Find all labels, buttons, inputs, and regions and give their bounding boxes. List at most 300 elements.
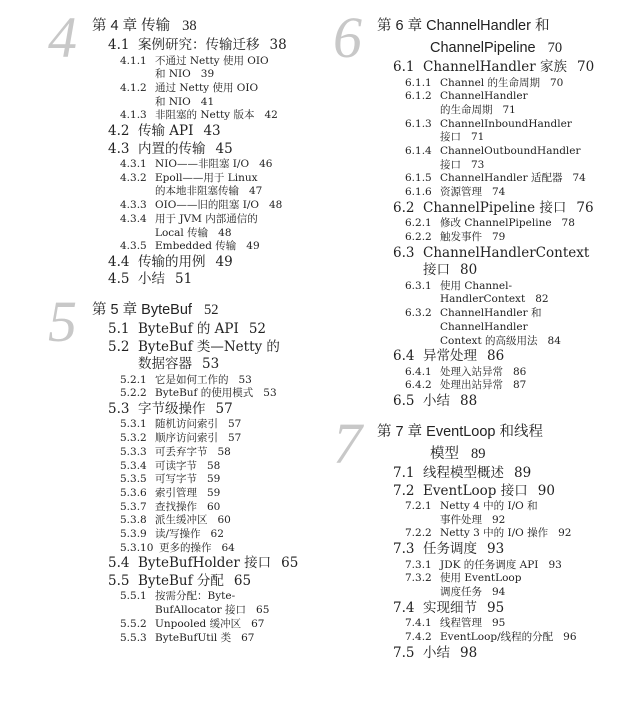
entry-title: EventLoop/线程的分配: [440, 630, 554, 643]
entry-title: JDK 的任务调度 API: [440, 558, 539, 571]
entry-page-number: 92: [558, 527, 572, 540]
toc-subsection-entry[interactable]: [120, 82, 287, 109]
entry-page-number: 67: [241, 631, 255, 644]
toc-section-entry[interactable]: [108, 123, 287, 141]
entry-number: 5.3: [108, 400, 130, 417]
toc-section-entry[interactable]: [393, 200, 594, 218]
toc-subsection-entry[interactable]: [120, 446, 298, 460]
entry-page-number: 67: [251, 617, 265, 630]
entry-title: 的生命周期: [440, 103, 493, 116]
entry-line: [405, 559, 577, 573]
toc-section-entry[interactable]: [108, 555, 298, 573]
entry-page-number: 58: [207, 459, 221, 472]
entry-page-number: 93: [487, 541, 505, 558]
toc-subsection-entry[interactable]: [120, 418, 298, 432]
entry-line: [405, 131, 594, 145]
entry-line: [108, 254, 287, 272]
entry-title: 索引管理: [155, 486, 197, 499]
entry-line: [108, 339, 298, 357]
entry-title: 它是如何工作的: [155, 373, 229, 386]
entry-title: 处理出站异常: [440, 379, 503, 392]
toc-subsection-entry[interactable]: [120, 473, 298, 487]
chapter-heading-text: ChannelPipeline: [430, 40, 536, 56]
entry-title: ByteBufHolder 接口: [138, 555, 272, 572]
entry-number: 6.4: [393, 348, 415, 365]
entry-title: Netty 4 中的 I/O 和: [440, 500, 538, 512]
entry-page-number: 42: [264, 109, 278, 122]
toc-section-entry[interactable]: [108, 573, 298, 591]
entry-number: 5.3.6: [120, 486, 147, 499]
entry-line: [405, 527, 577, 541]
chapter-heading[interactable]: [377, 421, 577, 465]
entry-page-number: 48: [269, 199, 283, 212]
entry-title: 调度任务: [440, 586, 482, 599]
entry-page-number: 57: [228, 432, 242, 445]
toc-subsection-entry[interactable]: [405, 572, 577, 599]
entry-page-number: 90: [537, 482, 555, 499]
entry-page-number: 65: [233, 572, 252, 589]
entry-number: 6.2: [393, 199, 415, 216]
entry-page-number: 60: [217, 514, 231, 527]
entry-title: 随机访问索引: [155, 418, 218, 431]
entry-number: 7.4: [393, 599, 415, 616]
entry-line: [405, 90, 594, 104]
entry-number: 4.3.5: [120, 240, 147, 253]
entry-number: 4.3.3: [120, 199, 147, 212]
toc-section-entry[interactable]: [393, 393, 594, 411]
entry-page-number: 57: [215, 400, 233, 417]
toc-section-entry[interactable]: [108, 321, 298, 339]
entry-page-number: 53: [263, 387, 277, 400]
entry-title: 可读字节: [155, 459, 197, 472]
chapter-block: [333, 5, 595, 411]
entry-line: [120, 473, 298, 487]
entry-line: [393, 645, 577, 663]
toc-subsection-entry[interactable]: [405, 527, 577, 541]
entry-line: [120, 374, 298, 388]
entry-line: [120, 542, 298, 556]
entry-line: [393, 393, 594, 411]
entry-title: 触发事件: [440, 231, 482, 244]
entry-title: 字节级操作: [138, 400, 206, 417]
entry-number: 5.3.8: [120, 514, 147, 527]
entry-line: [405, 217, 594, 231]
entry-line: [405, 231, 594, 245]
toc-subsection-entry[interactable]: [120, 514, 298, 528]
entry-title: 传输的用例: [138, 253, 206, 270]
toc-section-entry[interactable]: [393, 245, 594, 280]
entry-line: [120, 632, 298, 646]
entry-line: [405, 172, 594, 186]
entry-page-number: 53: [202, 356, 220, 372]
entry-number: 7.3.1: [405, 558, 432, 571]
entry-number: 5.3.1: [120, 418, 147, 431]
entry-line: [120, 487, 298, 501]
entry-title: Epoll——用于 Linux: [155, 171, 258, 184]
chapter-heading-text: 第 7 章 EventLoop 和线程: [377, 424, 544, 440]
entry-line: [393, 465, 577, 483]
entry-line: [393, 541, 577, 559]
chapter-page-number: 38: [182, 18, 197, 34]
entry-title: 和 NIO: [155, 68, 191, 81]
entry-line: [120, 172, 287, 186]
entry-line: [405, 514, 577, 528]
entry-title: Channel 的生命周期: [440, 76, 540, 89]
entry-page-number: 78: [561, 217, 575, 230]
toc-subsection-entry[interactable]: [120, 55, 287, 82]
toc-subsection-entry[interactable]: [405, 186, 594, 200]
entry-line: [393, 59, 594, 77]
entry-line: [120, 590, 298, 604]
entry-title: ByteBuf 的使用模式: [155, 387, 254, 400]
entry-number: 4.2: [108, 123, 130, 140]
chapter-page-number: 52: [203, 302, 219, 318]
entry-number: 4.1.2: [120, 81, 147, 94]
chapter-heading-line: [92, 302, 218, 318]
entry-line: [108, 271, 287, 289]
entry-title: 用于 JVM 内部通信的: [155, 212, 258, 225]
entry-title: 小结: [138, 271, 165, 288]
entry-title: ChannelHandler 适配器: [440, 172, 563, 185]
toc-subsection-entry[interactable]: [120, 487, 298, 501]
chapter-heading-text: 第 6 章 ChannelHandler 和: [377, 18, 550, 34]
entry-line: [120, 68, 287, 82]
entry-page-number: 45: [215, 140, 233, 157]
entry-number: 5.5: [108, 572, 130, 589]
chapter-heading-text: 第 4 章 传输: [92, 18, 171, 34]
entry-title: Local 传输: [155, 226, 209, 239]
toc-section-entry[interactable]: [393, 483, 577, 501]
toc-subsection-entry[interactable]: [120, 542, 298, 556]
toc-subsection-entry[interactable]: [405, 118, 594, 145]
entry-page-number: 80: [460, 262, 478, 279]
entry-number: 4.5: [108, 271, 130, 288]
toc-subsection-entry[interactable]: [405, 90, 594, 117]
entry-title: ChannelOutboundHandler: [440, 145, 581, 158]
toc-subsection-entry[interactable]: [405, 617, 577, 631]
entry-page-number: 95: [492, 617, 506, 630]
entry-title: OIO——旧的阻塞 I/O: [155, 199, 259, 212]
entry-line: [108, 555, 298, 573]
entry-line: [120, 227, 287, 241]
entry-number: 5.2.1: [120, 373, 147, 386]
chapter-heading[interactable]: [92, 15, 287, 37]
entry-page-number: 51: [175, 271, 193, 288]
toc-subsection-entry[interactable]: [120, 172, 287, 199]
entry-line: [405, 186, 594, 200]
entry-page-number: 39: [200, 68, 215, 81]
entry-number: 6.1.2: [405, 90, 432, 103]
entry-number: 5.1: [108, 321, 130, 337]
chapter-heading[interactable]: [377, 15, 594, 59]
entry-page-number: 47: [249, 185, 263, 198]
entry-number: 6.1.3: [405, 117, 432, 130]
entry-number: 7.5: [393, 644, 415, 661]
entry-number: 6.4.2: [405, 379, 432, 392]
chapter-numeral: 4: [48, 5, 77, 70]
toc-subsection-entry[interactable]: [405, 172, 594, 186]
toc-section-entry[interactable]: [393, 600, 577, 618]
entry-number: 7.3.2: [405, 572, 432, 585]
entry-title: 通过 Netty 使用 OIO: [155, 81, 259, 94]
toc-section-entry[interactable]: [108, 339, 298, 374]
entry-line: [108, 37, 287, 55]
entry-title: 案例研究：传输迁移: [138, 37, 260, 53]
entry-page-number: 38: [269, 37, 287, 53]
entry-line: [120, 199, 287, 213]
toc-subsection-entry[interactable]: [120, 632, 298, 646]
entry-page-number: 59: [207, 486, 221, 499]
chapter-block: [333, 411, 577, 662]
entry-number: 5.3.4: [120, 459, 147, 472]
entry-number: 7.1: [393, 465, 415, 481]
entry-page-number: 41: [200, 95, 215, 108]
entry-title: 数据容器: [138, 356, 192, 372]
toc-subsection-entry[interactable]: [405, 77, 594, 91]
toc-subsection-entry[interactable]: [120, 109, 287, 123]
entry-line: [120, 514, 298, 528]
entry-number: 5.3.2: [120, 432, 147, 445]
entry-page-number: 94: [492, 586, 506, 599]
toc-subsection-entry[interactable]: [120, 460, 298, 474]
entry-line: [405, 77, 594, 91]
entry-line: [393, 200, 594, 218]
entry-page-number: 49: [215, 253, 233, 270]
toc-subsection-entry[interactable]: [120, 432, 298, 446]
entry-line: [120, 501, 298, 515]
entry-title: ChannelHandler 和: [440, 307, 542, 320]
toc-subsection-entry[interactable]: [120, 590, 298, 617]
entry-title: ByteBuf 的 API: [138, 321, 239, 337]
entry-page-number: 86: [487, 348, 505, 365]
entry-title: EventLoop 接口: [423, 482, 528, 499]
entry-page-number: 76: [576, 199, 594, 216]
toc-subsection-entry[interactable]: [405, 280, 594, 307]
entry-number: 4.1.1: [120, 54, 147, 67]
entry-number: 7.2.2: [405, 527, 432, 540]
entry-title: NIO——非阻塞 I/O: [155, 158, 250, 171]
entry-page-number: 92: [492, 513, 506, 526]
toc-subsection-entry[interactable]: [120, 387, 298, 401]
entry-page-number: 65: [256, 604, 270, 617]
chapter-heading[interactable]: [92, 299, 298, 321]
entry-line: [120, 158, 287, 172]
entry-title: 使用 EventLoop: [440, 572, 522, 585]
entry-title: ChannelHandlerContext: [423, 244, 590, 261]
entry-title: BufAllocator 接口: [155, 604, 247, 617]
entry-page-number: 70: [576, 59, 595, 75]
entry-title: 可丢弃字节: [155, 445, 208, 458]
entry-line: [405, 631, 577, 645]
toc-section-entry[interactable]: [108, 271, 287, 289]
entry-page-number: 71: [502, 103, 516, 116]
entry-number: 6.3.1: [405, 279, 432, 292]
toc-subsection-entry[interactable]: [405, 500, 577, 527]
entry-page-number: 87: [513, 379, 527, 392]
entry-title: 读/写操作: [155, 528, 201, 541]
entry-page-number: 96: [563, 630, 577, 643]
toc-subsection-entry[interactable]: [120, 240, 287, 254]
entry-title: 使用 Channel-: [440, 279, 513, 292]
entry-page-number: 74: [572, 172, 586, 185]
entry-line: [120, 432, 298, 446]
entry-page-number: 46: [259, 158, 273, 171]
entry-page-number: 65: [281, 555, 299, 572]
toc-subsection-entry[interactable]: [405, 145, 594, 172]
toc-section-entry[interactable]: [393, 59, 594, 77]
toc-subsection-entry[interactable]: [120, 374, 298, 388]
toc-subsection-entry[interactable]: [405, 307, 594, 348]
entry-title: ChannelHandler 家族: [423, 59, 567, 75]
entry-title: ChannelPipeline 接口: [423, 199, 567, 216]
toc-subsection-entry[interactable]: [405, 631, 577, 645]
entry-title: ChannelHandler: [440, 320, 528, 333]
entry-title: 接口: [423, 262, 450, 279]
entry-title: 派生缓冲区: [155, 514, 208, 527]
entry-title: 按需分配：Byte-: [155, 590, 236, 603]
entry-number: 6.1: [393, 59, 415, 75]
entry-number: 4.3.4: [120, 212, 147, 225]
toc-section-entry[interactable]: [393, 348, 594, 366]
entry-number: 6.1.4: [405, 145, 432, 158]
chapter-heading-line: [92, 18, 197, 34]
entry-number: 4.3.2: [120, 171, 147, 184]
entry-line: [108, 401, 298, 419]
toc-subsection-entry[interactable]: [405, 559, 577, 573]
toc-section-entry[interactable]: [393, 541, 577, 559]
entry-title: Netty 3 中的 I/O 操作: [440, 527, 549, 540]
entry-title: ByteBufUtil 类: [155, 631, 232, 644]
toc-subsection-entry[interactable]: [120, 158, 287, 172]
entry-title: 小结: [423, 644, 450, 661]
entry-page-number: 53: [238, 373, 252, 386]
toc-subsection-entry[interactable]: [120, 199, 287, 213]
entry-number: 4.1.3: [120, 109, 147, 122]
entry-number: 6.3.2: [405, 307, 432, 320]
entry-number: 5.3.5: [120, 473, 147, 486]
entry-number: 5.3.3: [120, 445, 147, 458]
entry-page-number: 71: [471, 131, 485, 144]
entry-number: 4.3: [108, 140, 130, 157]
toc-subsection-entry[interactable]: [120, 501, 298, 515]
entry-number: 4.3.1: [120, 158, 147, 171]
chapter-numeral: 5: [48, 289, 77, 354]
entry-number: 7.3: [393, 541, 415, 558]
entry-number: 6.2.2: [405, 231, 432, 244]
entry-line: [108, 123, 287, 141]
entry-title: Context 的高级用法: [440, 334, 538, 347]
toc-subsection-entry[interactable]: [120, 618, 298, 632]
toc-section-entry[interactable]: [108, 37, 287, 55]
toc-subsection-entry[interactable]: [120, 528, 298, 542]
entry-page-number: 57: [228, 418, 242, 431]
toc-subsection-entry[interactable]: [405, 379, 594, 393]
toc-section-entry[interactable]: [393, 645, 577, 663]
entry-page-number: 49: [246, 240, 260, 253]
entry-page-number: 48: [218, 226, 232, 239]
entry-number: 6.1.5: [405, 172, 432, 185]
entry-number: 6.1.6: [405, 186, 432, 199]
entry-line: [120, 109, 287, 123]
entry-number: 5.5.3: [120, 631, 147, 644]
entry-page-number: 88: [460, 393, 478, 410]
entry-line: [120, 213, 287, 227]
entry-title: 接口: [440, 158, 461, 171]
entry-line: [405, 586, 577, 600]
chapter-page-number: 89: [471, 446, 486, 462]
entry-page-number: 84: [547, 334, 561, 347]
entry-line: [405, 321, 594, 335]
entry-line: [405, 104, 594, 118]
entry-title: 资源管理: [440, 186, 482, 199]
entry-title: 线程模型概述: [423, 465, 504, 481]
toc-section-entry[interactable]: [108, 254, 287, 272]
toc-subsection-entry[interactable]: [405, 217, 594, 231]
entry-line: [120, 418, 298, 432]
entry-page-number: 70: [550, 76, 564, 89]
entry-line: [393, 245, 594, 263]
toc-section-entry[interactable]: [393, 465, 577, 483]
entry-number: 6.4.1: [405, 365, 432, 378]
entry-page-number: 52: [248, 321, 267, 337]
entry-number: 6.2.1: [405, 217, 432, 230]
entry-line: [393, 483, 577, 501]
chapter-heading-line: [377, 443, 577, 465]
entry-line: [405, 572, 577, 586]
entry-line: [393, 262, 594, 280]
entry-number: 5.3.9: [120, 528, 147, 541]
entry-number: 5.3.7: [120, 500, 147, 513]
entry-line: [108, 356, 298, 374]
entry-title: 修改 ChannelPipeline: [440, 217, 552, 230]
chapter-block: [48, 289, 299, 645]
entry-title: 的本地非阻塞传输: [155, 185, 239, 198]
entry-title: 非阻塞的 Netty 版本: [155, 109, 255, 122]
entry-page-number: 64: [221, 541, 235, 554]
toc-subsection-entry[interactable]: [405, 366, 594, 380]
entry-title: Embedded 传输: [155, 240, 237, 253]
chapter-heading-text: 第 5 章 ByteBuf: [92, 302, 192, 318]
entry-title: ChannelInboundHandler: [440, 117, 572, 130]
toc-subsection-entry[interactable]: [120, 213, 287, 240]
entry-line: [405, 500, 577, 514]
chapter-block: [48, 5, 287, 289]
entry-line: [393, 600, 577, 618]
entry-line: [405, 617, 577, 631]
entry-page-number: 62: [210, 528, 224, 541]
toc-subsection-entry[interactable]: [405, 231, 594, 245]
entry-title: 接口: [440, 131, 461, 144]
entry-line: [108, 321, 298, 339]
entry-line: [405, 379, 594, 393]
entry-line: [405, 280, 594, 294]
entry-title: 小结: [423, 393, 450, 410]
entry-title: 处理入站异常: [440, 365, 503, 378]
toc-section-entry[interactable]: [108, 401, 298, 419]
entry-page-number: 93: [548, 558, 562, 571]
entry-title: ByteBuf 分配: [138, 572, 224, 589]
toc-right-column: [330, 0, 640, 717]
entry-line: [120, 185, 287, 199]
entry-number: 5.3.10: [120, 541, 154, 554]
entry-line: [108, 573, 298, 591]
toc-section-entry[interactable]: [108, 141, 287, 159]
entry-line: [120, 82, 287, 96]
entry-line: [120, 460, 298, 474]
entry-number: 5.5.1: [120, 590, 147, 603]
entry-line: [393, 348, 594, 366]
entry-page-number: 79: [492, 231, 506, 244]
